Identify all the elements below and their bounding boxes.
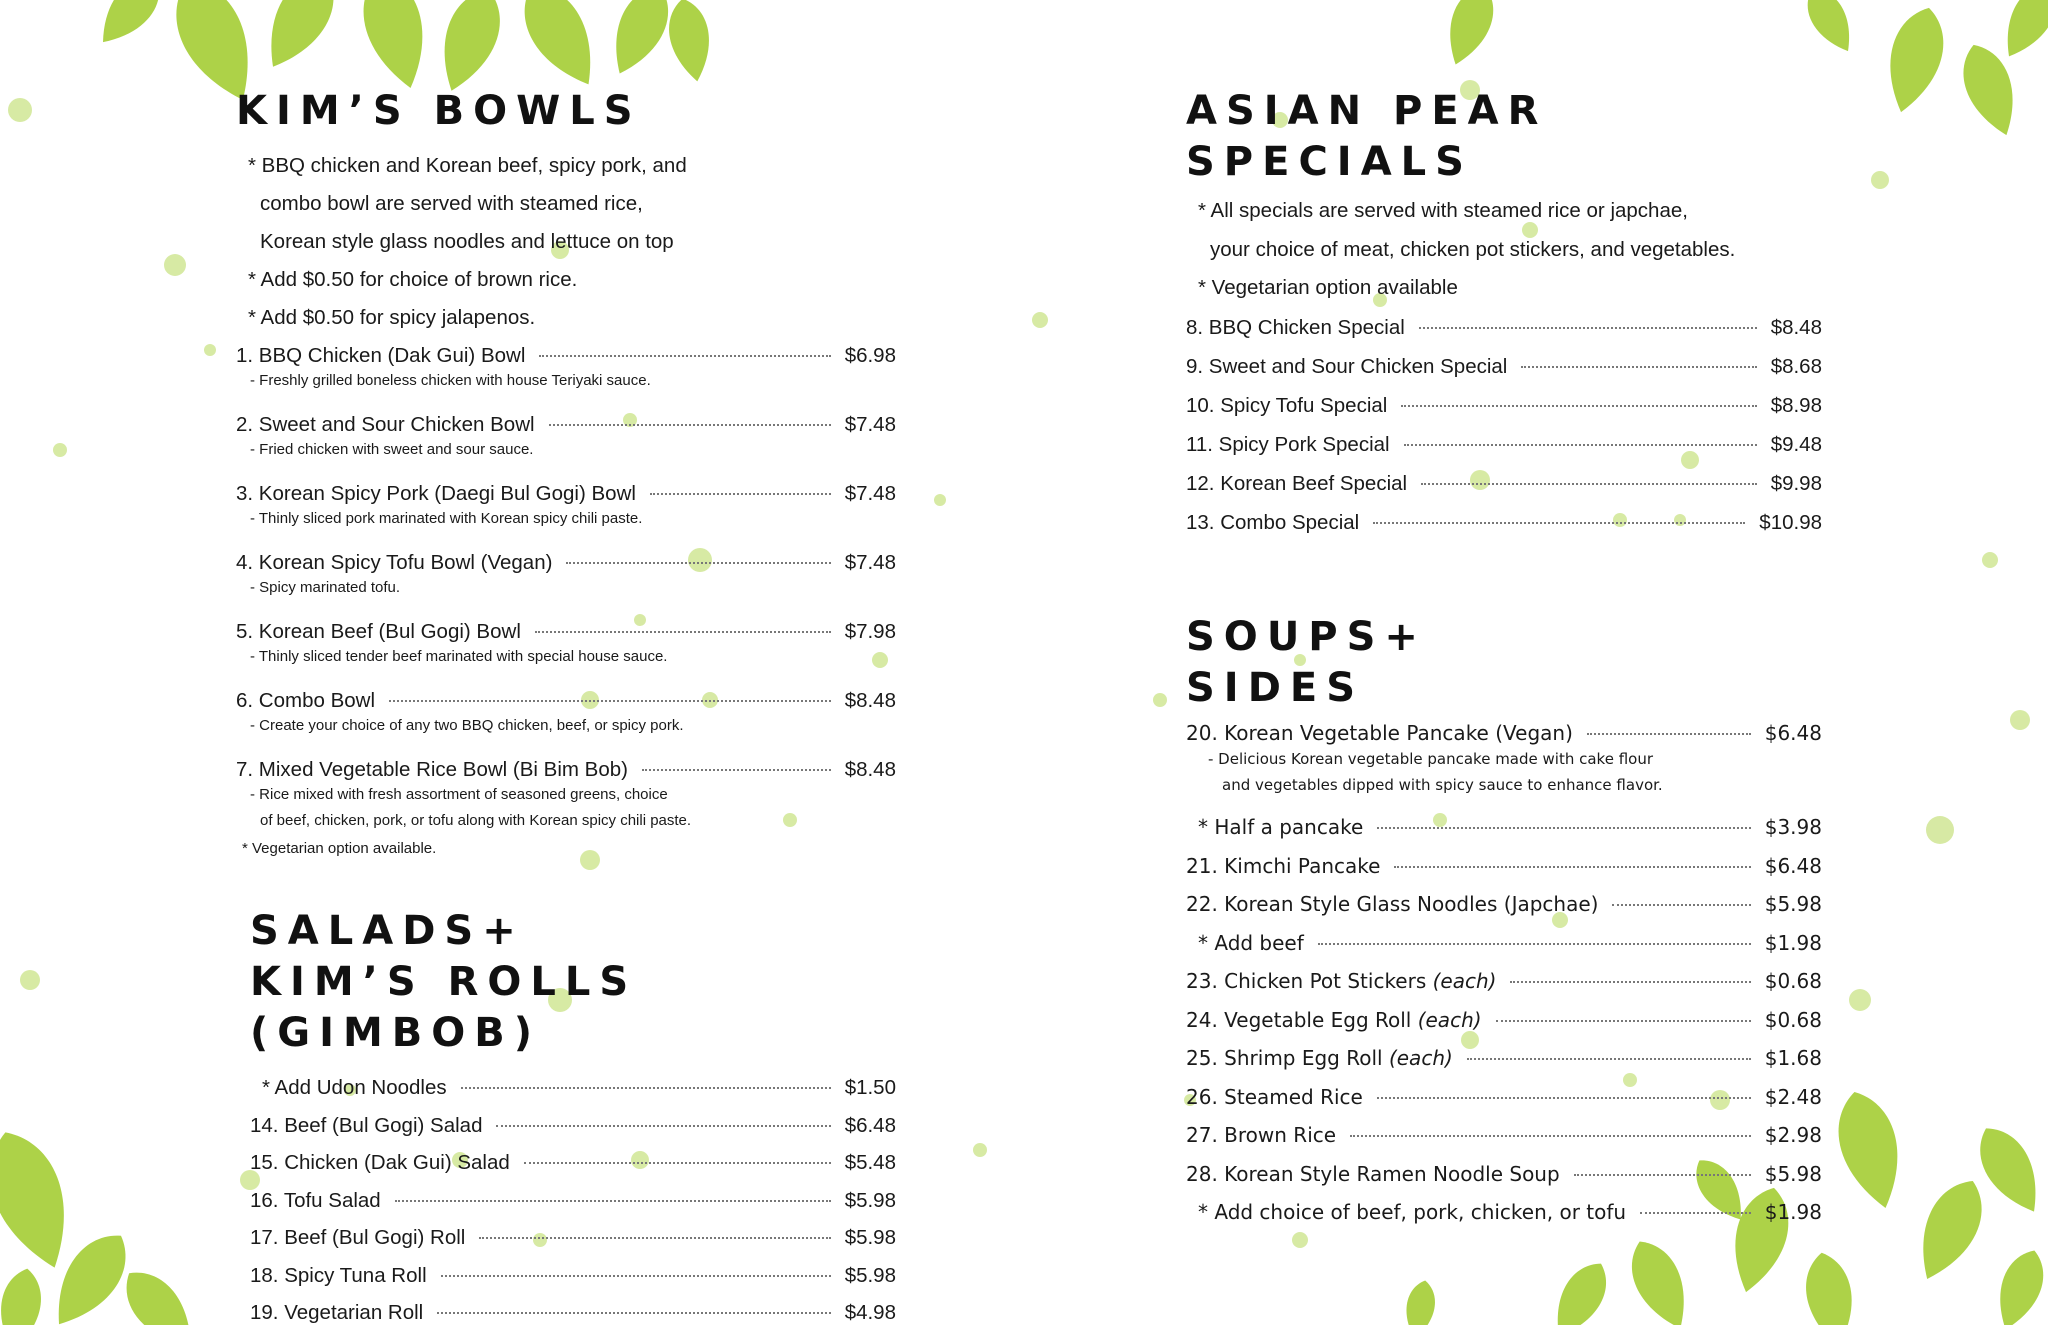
item-name: 4. Korean Spicy Tofu Bowl (Vegan) bbox=[236, 551, 553, 574]
item-price: $1.98 bbox=[1764, 930, 1822, 955]
kims-rolls-title: KIM’S ROLLS (GIMBOB) bbox=[250, 959, 638, 1056]
item-name: 28. Korean Style Ramen Noodle Soup bbox=[1186, 1161, 1560, 1186]
bowls-note: combo bowl are served with steamed rice, bbox=[260, 192, 643, 215]
dot-leader bbox=[566, 562, 830, 564]
item-name: 6. Combo Bowl bbox=[236, 689, 376, 712]
item-name: 14. Beef (Bul Gogi) Salad bbox=[250, 1113, 483, 1137]
dot-leader bbox=[524, 1162, 831, 1164]
dot-leader bbox=[1350, 1135, 1751, 1137]
item-name: 17. Beef (Bul Gogi) Roll bbox=[250, 1226, 466, 1249]
item-price: $8.68 bbox=[1770, 354, 1822, 378]
specials-note: your choice of meat, chicken pot stickers, and vegetables. bbox=[1210, 237, 1736, 261]
soups-sides-section bbox=[1186, 612, 1822, 1232]
specials-note: * All specials are served with steamed rice or japchae, bbox=[1198, 199, 1688, 222]
bowls-note: * BBQ chicken and Korean beef, spicy pork, and bbox=[248, 154, 687, 177]
item-price: $5.98 bbox=[1764, 1161, 1822, 1186]
item-name: 2. Sweet and Sour Chicken Bowl bbox=[236, 413, 535, 436]
item-price: $9.98 bbox=[1770, 471, 1822, 495]
item-price: $3.98 bbox=[1764, 815, 1822, 839]
item-price: $6.98 bbox=[844, 344, 896, 367]
item-name: 21. Kimchi Pancake bbox=[1186, 853, 1381, 878]
item-price: $8.48 bbox=[844, 689, 896, 712]
item-price: $8.48 bbox=[844, 758, 896, 781]
dot-leader bbox=[549, 424, 831, 426]
item-price: $2.48 bbox=[1764, 1084, 1822, 1109]
item-price: $7.48 bbox=[844, 413, 896, 436]
dot-leader bbox=[389, 700, 831, 702]
menu-item bbox=[250, 1107, 896, 1145]
dot-leader bbox=[1377, 1097, 1751, 1099]
menu-item bbox=[250, 1144, 896, 1182]
menu-item bbox=[1186, 808, 1822, 847]
menu-item bbox=[1186, 1039, 1822, 1078]
item-description: and vegetables dipped with spicy sauce to enhance flavor. bbox=[1222, 776, 1663, 794]
menu-item bbox=[1186, 1155, 1822, 1194]
menu-item bbox=[250, 1182, 896, 1220]
menu-item bbox=[250, 1069, 896, 1107]
item-price: $1.68 bbox=[1764, 1046, 1822, 1070]
menu-item bbox=[1186, 464, 1822, 503]
menu-item bbox=[250, 1219, 896, 1257]
dot-leader bbox=[1467, 1058, 1751, 1060]
dot-leader bbox=[395, 1200, 831, 1202]
menu-item bbox=[1186, 347, 1822, 386]
item-name: 24. Vegetable Egg Roll (each) bbox=[1186, 1007, 1482, 1032]
dot-leader bbox=[496, 1125, 830, 1127]
left-column bbox=[236, 86, 896, 1332]
item-price: $5.98 bbox=[1764, 892, 1822, 916]
menu-item bbox=[1186, 924, 1822, 963]
menu-item bbox=[1186, 885, 1822, 924]
item-name: 25. Shrimp Egg Roll (each) bbox=[1186, 1046, 1453, 1070]
item-description: - Thinly sliced tender beef marinated with special house sauce. bbox=[250, 648, 668, 665]
kims-bowls-title: KIM’S BOWLS bbox=[236, 88, 642, 134]
item-price: $6.48 bbox=[1764, 720, 1822, 745]
menu-item bbox=[1186, 1078, 1822, 1117]
item-price: $5.48 bbox=[844, 1151, 896, 1174]
dot-leader bbox=[479, 1237, 830, 1239]
dot-leader bbox=[1521, 366, 1756, 368]
specials-title: SPECIALS bbox=[1186, 139, 1473, 185]
item-name: 7. Mixed Vegetable Rice Bowl (Bi Bim Bob) bbox=[236, 758, 628, 781]
item-price: $6.48 bbox=[844, 1113, 896, 1137]
bowls-note: * Add $0.50 for spicy jalapenos. bbox=[248, 306, 536, 329]
item-price: $7.98 bbox=[844, 620, 896, 643]
dot-leader bbox=[1394, 866, 1750, 868]
item-name: * Add beef bbox=[1198, 930, 1304, 955]
vegetarian-footnote: * Vegetarian option available. bbox=[242, 840, 437, 857]
item-name: 18. Spicy Tuna Roll bbox=[250, 1263, 427, 1287]
dot-leader bbox=[1640, 1212, 1751, 1214]
dot-leader bbox=[1496, 1020, 1751, 1022]
menu-item bbox=[1186, 425, 1822, 464]
item-description: - Create your choice of any two BBQ chicken, beef, or spicy pork. bbox=[250, 717, 684, 734]
dot-leader bbox=[1318, 943, 1751, 945]
item-price: $0.68 bbox=[1764, 969, 1822, 993]
item-price: $8.98 bbox=[1770, 393, 1822, 417]
item-description: - Spicy marinated tofu. bbox=[250, 579, 401, 596]
item-name: 27. Brown Rice bbox=[1186, 1123, 1337, 1147]
dot-leader bbox=[1401, 405, 1756, 407]
item-name: 11. Spicy Pork Special bbox=[1186, 432, 1390, 456]
dot-leader bbox=[642, 769, 831, 771]
item-price: $7.48 bbox=[844, 551, 896, 574]
item-price: $2.98 bbox=[1764, 1123, 1822, 1147]
menu-item bbox=[1186, 1116, 1822, 1155]
menu-item bbox=[1186, 386, 1822, 425]
item-price: $0.68 bbox=[1764, 1007, 1822, 1032]
specials-title: ASIAN PEAR bbox=[1186, 88, 1548, 134]
item-description: - Delicious Korean vegetable pancake made with cake flour bbox=[1208, 750, 1653, 768]
bowls-note: * Add $0.50 for choice of brown rice. bbox=[248, 268, 578, 291]
dot-leader bbox=[1587, 733, 1751, 735]
item-name: 1. BBQ Chicken (Dak Gui) Bowl bbox=[236, 344, 526, 367]
right-column bbox=[1186, 86, 1822, 1232]
item-price: $10.98 bbox=[1759, 510, 1822, 534]
item-description: - Thinly sliced pork marinated with Korean spicy chili paste. bbox=[250, 510, 643, 527]
dot-leader bbox=[1404, 444, 1757, 446]
dot-leader bbox=[461, 1087, 831, 1089]
soups-title: SOUPS+ bbox=[1186, 613, 1427, 660]
item-description: of beef, chicken, pork, or tofu along with Korean spicy chili paste. bbox=[260, 812, 692, 829]
salads-title: SALADS+ bbox=[250, 908, 525, 954]
menu-item bbox=[1186, 503, 1822, 542]
item-price: $5.98 bbox=[844, 1188, 896, 1212]
item-name: * Add choice of beef, pork, chicken, or tofu bbox=[1198, 1200, 1627, 1224]
item-price: $5.98 bbox=[844, 1226, 896, 1249]
dot-leader bbox=[650, 493, 831, 495]
menu-item bbox=[250, 1294, 896, 1332]
menu-item bbox=[1186, 1193, 1822, 1232]
item-price: $9.48 bbox=[1770, 432, 1822, 456]
item-description: - Freshly grilled boneless chicken with house Teriyaki sauce. bbox=[250, 372, 651, 389]
item-description: - Fried chicken with sweet and sour sauce. bbox=[250, 441, 534, 458]
dot-leader bbox=[1510, 981, 1750, 983]
dot-leader bbox=[535, 631, 831, 633]
item-price: $5.98 bbox=[844, 1263, 896, 1287]
sides-title: SIDES bbox=[1186, 664, 1365, 711]
item-price: $4.98 bbox=[844, 1301, 896, 1324]
item-name: 23. Chicken Pot Stickers (each) bbox=[1186, 969, 1497, 993]
menu-item bbox=[1186, 962, 1822, 1001]
item-name: * Half a pancake bbox=[1198, 815, 1364, 839]
dot-leader bbox=[1419, 327, 1757, 329]
item-name: 12. Korean Beef Special bbox=[1186, 471, 1408, 495]
item-price: $8.48 bbox=[1770, 315, 1822, 339]
asian-pear-specials-section bbox=[1186, 86, 1822, 542]
item-name: 10. Spicy Tofu Special bbox=[1186, 393, 1388, 417]
item-name: 9. Sweet and Sour Chicken Special bbox=[1186, 354, 1508, 378]
bowls-note: Korean style glass noodles and lettuce on top bbox=[260, 230, 674, 253]
kims-bowls-section bbox=[236, 86, 896, 862]
dot-leader bbox=[1377, 827, 1750, 829]
item-name: 15. Chicken (Dak Gui) Salad bbox=[250, 1151, 510, 1174]
item-name: * Add Udon Noodles bbox=[262, 1076, 447, 1099]
menu-item bbox=[1186, 1001, 1822, 1040]
item-price: $6.48 bbox=[1764, 853, 1822, 878]
menu-item bbox=[1186, 847, 1822, 886]
item-name: 26. Steamed Rice bbox=[1186, 1084, 1363, 1109]
item-description: - Rice mixed with fresh assortment of seasoned greens, choice bbox=[250, 786, 668, 803]
item-price: $7.48 bbox=[844, 482, 896, 505]
menu-item bbox=[1186, 308, 1822, 347]
dot-leader bbox=[441, 1275, 831, 1277]
dot-leader bbox=[1612, 904, 1750, 906]
item-name: 20. Korean Vegetable Pancake (Vegan) bbox=[1186, 720, 1573, 745]
item-name: 19. Vegetarian Roll bbox=[250, 1301, 424, 1324]
salads-rolls-section bbox=[250, 906, 896, 1332]
item-price: $1.98 bbox=[1764, 1200, 1822, 1224]
item-name: 8. BBQ Chicken Special bbox=[1186, 315, 1405, 339]
dot-leader bbox=[437, 1312, 830, 1314]
dot-leader bbox=[1373, 522, 1745, 524]
dot-leader bbox=[1421, 483, 1757, 485]
menu-item bbox=[250, 1257, 896, 1295]
item-name: 16. Tofu Salad bbox=[250, 1188, 381, 1212]
item-name: 22. Korean Style Glass Noodles (Japchae) bbox=[1186, 892, 1599, 916]
item-name: 13. Combo Special bbox=[1186, 510, 1360, 534]
specials-note: * Vegetarian option available bbox=[1198, 276, 1458, 299]
item-name: 5. Korean Beef (Bul Gogi) Bowl bbox=[236, 620, 521, 643]
item-price: $1.50 bbox=[844, 1076, 896, 1099]
dot-leader bbox=[539, 355, 830, 357]
item-name: 3. Korean Spicy Pork (Daegi Bul Gogi) Bowl bbox=[236, 482, 636, 505]
dot-leader bbox=[1574, 1174, 1751, 1176]
